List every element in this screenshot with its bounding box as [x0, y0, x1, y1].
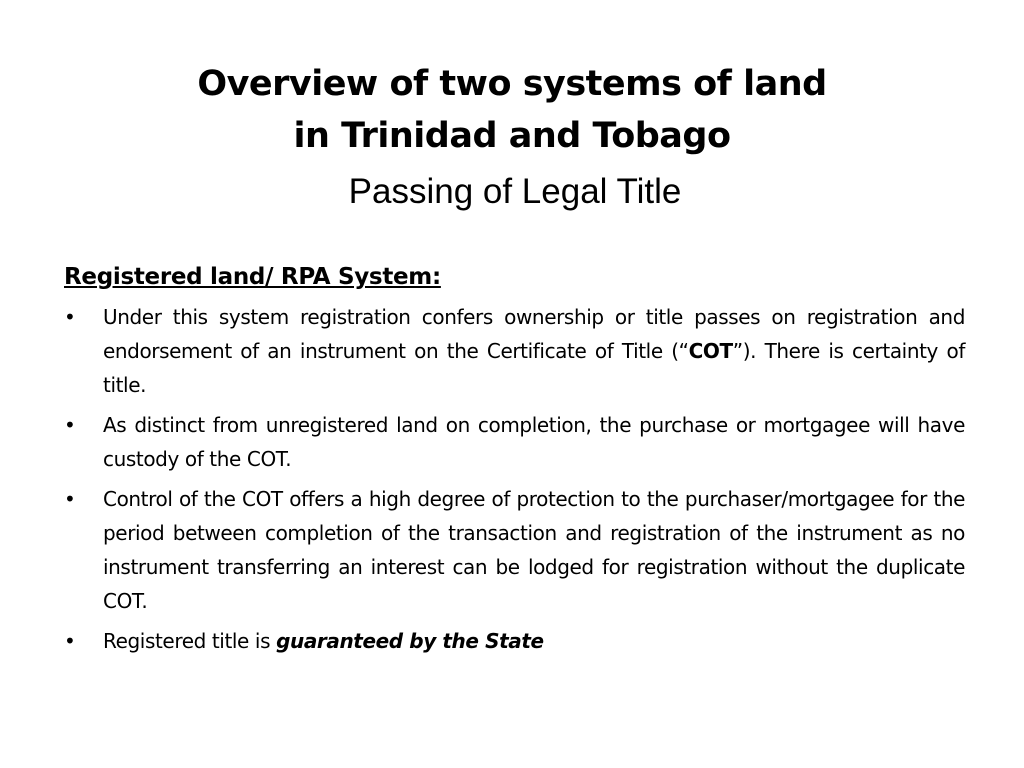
- bullet-3-text: Control of the COT offers a high degree of protection to the purchaser/mortgagee for the period between completion of the transaction and registration of the instrument as no instrument transferring an interest can be lodged for registration without the duplicate COT.: [103, 487, 965, 613]
- slide-title-line-2: in Trinidad and Tobago: [293, 116, 731, 156]
- bullet-item-1: [64, 300, 965, 402]
- bullet-2-text: As distinct from unregistered land on completion, the purchase or mortgagee will have custody of the COT.: [103, 413, 965, 471]
- slide-title-line-1: Overview of two systems of land: [197, 64, 827, 104]
- bullet-list: [64, 300, 965, 658]
- bullet-icon: •: [64, 305, 76, 329]
- slide-body: [64, 260, 965, 664]
- bullet-1-cot-abbrev: COT: [688, 339, 733, 363]
- slide-title-block: [0, 58, 1024, 218]
- bullet-icon: •: [64, 413, 76, 437]
- bullet-1-text-part-2: ”). There is certainty of title.: [103, 339, 965, 397]
- slide-subtitle: Passing of Legal Title: [348, 172, 682, 211]
- bullet-1-text-part-1: Under this system registration confers ownership or title passes on registration and endorsement of an instrument on the Certificate of Title (“: [103, 305, 965, 363]
- bullet-4-emphasis: guaranteed by the State: [276, 629, 544, 653]
- section-heading: Registered land/ RPA System:: [64, 264, 441, 290]
- bullet-icon: •: [64, 487, 76, 511]
- bullet-item-3: [64, 482, 965, 618]
- bullet-item-4: [64, 624, 965, 658]
- bullet-icon: •: [64, 629, 76, 653]
- bullet-4-text: Registered title is: [103, 629, 277, 653]
- bullet-item-2: [64, 408, 965, 476]
